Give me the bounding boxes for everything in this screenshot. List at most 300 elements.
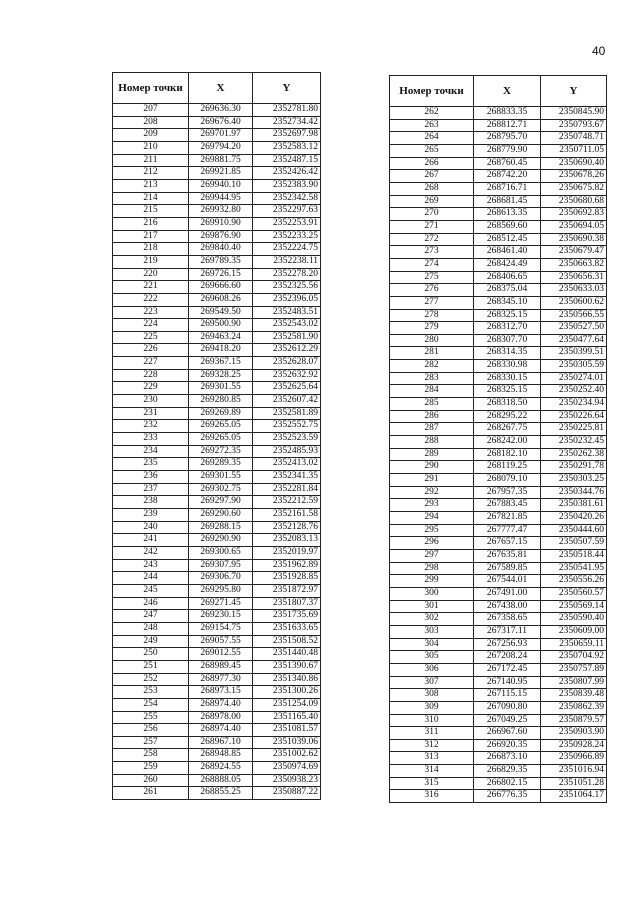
x-coordinate-cell: 269701.97 [189, 129, 253, 142]
x-coordinate-cell: 269840.40 [189, 243, 253, 256]
point-number-cell: 242 [113, 546, 189, 559]
table-row [113, 104, 321, 117]
table-row [113, 129, 321, 142]
x-coordinate-cell: 268812.71 [474, 119, 541, 132]
x-coordinate-cell: 268833.35 [474, 107, 541, 120]
point-number-cell: 266 [390, 157, 474, 170]
table-row [390, 714, 607, 727]
table-row [390, 258, 607, 271]
y-coordinate-cell: 2352487.15 [253, 154, 321, 167]
table-row [113, 559, 321, 572]
table-row [390, 537, 607, 550]
x-coordinate-cell: 269301.55 [189, 471, 253, 484]
point-number-cell: 293 [390, 499, 474, 512]
table-row [390, 296, 607, 309]
point-number-cell: 279 [390, 322, 474, 335]
y-coordinate-cell: 2350793.67 [541, 119, 607, 132]
point-number-cell: 219 [113, 255, 189, 268]
x-coordinate-cell: 269289.35 [189, 458, 253, 471]
y-coordinate-cell: 2350928.24 [541, 739, 607, 752]
y-coordinate-cell: 2351807.37 [253, 597, 321, 610]
x-coordinate-cell: 269290.90 [189, 534, 253, 547]
point-number-cell: 276 [390, 284, 474, 297]
table-row [390, 499, 607, 512]
point-number-cell: 247 [113, 610, 189, 623]
y-coordinate-cell: 2350656.31 [541, 271, 607, 284]
point-number-cell: 228 [113, 369, 189, 382]
x-coordinate-cell: 269418.20 [189, 344, 253, 357]
y-coordinate-cell: 2350477.64 [541, 334, 607, 347]
y-coordinate-cell: 2352341.35 [253, 471, 321, 484]
table-row [390, 334, 607, 347]
table-row [113, 572, 321, 585]
table-row [390, 512, 607, 525]
table-row [113, 382, 321, 395]
table-row [390, 423, 607, 436]
x-coordinate-cell: 267883.45 [474, 499, 541, 512]
table-row [113, 787, 321, 800]
x-coordinate-cell: 267491.00 [474, 587, 541, 600]
point-number-cell: 237 [113, 483, 189, 496]
x-coordinate-cell: 269881.75 [189, 154, 253, 167]
x-coordinate-cell: 269944.95 [189, 192, 253, 205]
point-number-cell: 313 [390, 752, 474, 765]
point-number-cell: 238 [113, 496, 189, 509]
point-number-cell: 312 [390, 739, 474, 752]
table-row [113, 521, 321, 534]
x-coordinate-cell: 267317.11 [474, 625, 541, 638]
x-coordinate-cell: 269272.35 [189, 445, 253, 458]
y-coordinate-cell: 2350633.03 [541, 284, 607, 297]
y-coordinate-cell: 2350966.89 [541, 752, 607, 765]
table-row [390, 195, 607, 208]
y-coordinate-cell: 2352523.59 [253, 433, 321, 446]
y-coordinate-cell: 2352342.58 [253, 192, 321, 205]
table-row [390, 549, 607, 562]
table-row [390, 132, 607, 145]
y-coordinate-cell: 2352485.93 [253, 445, 321, 458]
y-coordinate-cell: 2350680.68 [541, 195, 607, 208]
table-row [113, 116, 321, 129]
table-row [390, 410, 607, 423]
y-coordinate-cell: 2350590.40 [541, 613, 607, 626]
x-coordinate-cell: 269921.85 [189, 167, 253, 180]
table-row [390, 676, 607, 689]
x-coordinate-cell: 269295.80 [189, 584, 253, 597]
table-row [113, 597, 321, 610]
x-coordinate-cell: 269666.60 [189, 281, 253, 294]
x-coordinate-cell: 269012.55 [189, 648, 253, 661]
y-coordinate-cell: 2350556.26 [541, 575, 607, 588]
x-coordinate-cell: 268779.90 [474, 144, 541, 157]
table-row [113, 243, 321, 256]
y-coordinate-cell: 2350262.38 [541, 448, 607, 461]
table-row [113, 711, 321, 724]
table-row [113, 205, 321, 218]
right-table-body [390, 107, 607, 803]
y-coordinate-cell: 2350862.39 [541, 701, 607, 714]
y-coordinate-cell: 2352612.29 [253, 344, 321, 357]
x-coordinate-cell: 268742.20 [474, 170, 541, 183]
point-number-cell: 231 [113, 407, 189, 420]
point-number-cell: 221 [113, 281, 189, 294]
point-number-cell: 306 [390, 663, 474, 676]
y-coordinate-cell: 2352396.05 [253, 293, 321, 306]
point-number-cell: 235 [113, 458, 189, 471]
x-coordinate-cell: 268974.40 [189, 698, 253, 711]
x-coordinate-cell: 267208.24 [474, 651, 541, 664]
table-row [390, 309, 607, 322]
y-coordinate-cell: 2350839.48 [541, 689, 607, 702]
table-row [390, 663, 607, 676]
table-row [113, 331, 321, 344]
x-coordinate-cell: 266776.35 [474, 790, 541, 803]
y-coordinate-cell: 2350879.57 [541, 714, 607, 727]
y-coordinate-cell: 2352297.63 [253, 205, 321, 218]
table-row [390, 689, 607, 702]
y-coordinate-cell: 2350600.62 [541, 296, 607, 309]
x-coordinate-cell: 268307.70 [474, 334, 541, 347]
x-coordinate-cell: 268512.45 [474, 233, 541, 246]
y-coordinate-cell: 2351735.69 [253, 610, 321, 623]
point-number-cell: 285 [390, 398, 474, 411]
point-number-cell: 316 [390, 790, 474, 803]
table-row [390, 613, 607, 626]
table-row [113, 281, 321, 294]
table-row [113, 648, 321, 661]
table-row [113, 167, 321, 180]
y-coordinate-cell: 2352625.64 [253, 382, 321, 395]
point-number-header: Номер точки [113, 73, 189, 104]
table-row [390, 651, 607, 664]
table-header-row [390, 76, 607, 107]
x-coordinate-cell: 269306.70 [189, 572, 253, 585]
y-coordinate-cell: 2350903.90 [541, 727, 607, 740]
x-coordinate-cell: 268325.15 [474, 309, 541, 322]
x-coordinate-cell: 269636.30 [189, 104, 253, 117]
y-coordinate-cell: 2350420.26 [541, 512, 607, 525]
y-coordinate-cell: 2351872.97 [253, 584, 321, 597]
y-coordinate-cell: 2350711.05 [541, 144, 607, 157]
x-coordinate-cell: 268318.50 [474, 398, 541, 411]
point-number-cell: 260 [113, 774, 189, 787]
x-coordinate-cell: 269265.05 [189, 420, 253, 433]
x-coordinate-cell: 267777.47 [474, 524, 541, 537]
point-number-cell: 207 [113, 104, 189, 117]
x-coordinate-cell: 267115.15 [474, 689, 541, 702]
point-number-cell: 300 [390, 587, 474, 600]
table-row [113, 673, 321, 686]
table-row [390, 587, 607, 600]
point-number-cell: 215 [113, 205, 189, 218]
point-number-cell: 273 [390, 246, 474, 259]
y-coordinate-cell: 2351254.09 [253, 698, 321, 711]
x-coordinate-cell: 268330.98 [474, 360, 541, 373]
y-coordinate-cell: 2352253.91 [253, 217, 321, 230]
x-coordinate-cell: 268314.35 [474, 347, 541, 360]
x-coordinate-cell: 269940.10 [189, 179, 253, 192]
point-number-cell: 291 [390, 474, 474, 487]
y-coordinate-cell: 2350225.81 [541, 423, 607, 436]
y-coordinate-cell: 2351039.06 [253, 736, 321, 749]
x-coordinate-cell: 269500.90 [189, 319, 253, 332]
point-number-cell: 296 [390, 537, 474, 550]
point-number-cell: 254 [113, 698, 189, 711]
y-coordinate-cell: 2352238.11 [253, 255, 321, 268]
y-coordinate-cell: 2350303.25 [541, 474, 607, 487]
point-number-cell: 298 [390, 562, 474, 575]
table-row [390, 398, 607, 411]
x-coordinate-cell: 269154.75 [189, 622, 253, 635]
table-row [113, 660, 321, 673]
left-table-body [113, 104, 321, 800]
table-row [113, 749, 321, 762]
point-number-cell: 211 [113, 154, 189, 167]
table-row [113, 395, 321, 408]
x-coordinate-cell: 269910.90 [189, 217, 253, 230]
y-coordinate-cell: 2352697.98 [253, 129, 321, 142]
y-coordinate-cell: 2352281.84 [253, 483, 321, 496]
point-number-cell: 311 [390, 727, 474, 740]
point-number-cell: 271 [390, 220, 474, 233]
x-coordinate-cell: 267172.45 [474, 663, 541, 676]
y-coordinate-cell: 2352581.90 [253, 331, 321, 344]
y-coordinate-cell: 2352581.89 [253, 407, 321, 420]
y-coordinate-cell: 2351340.86 [253, 673, 321, 686]
y-coordinate-cell: 2350527.50 [541, 322, 607, 335]
x-coordinate-cell: 268424.49 [474, 258, 541, 271]
x-coordinate-cell: 269932.80 [189, 205, 253, 218]
point-number-cell: 257 [113, 736, 189, 749]
y-coordinate-cell: 2350659.11 [541, 638, 607, 651]
x-coordinate-cell: 268613.35 [474, 208, 541, 221]
table-row [390, 600, 607, 613]
x-coordinate-cell: 268330.15 [474, 372, 541, 385]
x-header: X [474, 76, 541, 107]
x-coordinate-cell: 266829.35 [474, 765, 541, 778]
point-number-cell: 241 [113, 534, 189, 547]
point-number-cell: 280 [390, 334, 474, 347]
y-coordinate-cell: 2350226.64 [541, 410, 607, 423]
y-coordinate-cell: 2352552.75 [253, 420, 321, 433]
table-row [390, 701, 607, 714]
x-coordinate-cell: 269608.26 [189, 293, 253, 306]
y-coordinate-cell: 2351440.48 [253, 648, 321, 661]
x-coordinate-cell: 269328.25 [189, 369, 253, 382]
x-coordinate-cell: 269301.55 [189, 382, 253, 395]
x-coordinate-cell: 267657.15 [474, 537, 541, 550]
x-coordinate-cell: 268974.40 [189, 724, 253, 737]
y-coordinate-cell: 2351300.26 [253, 686, 321, 699]
y-coordinate-cell: 2350507.59 [541, 537, 607, 550]
x-coordinate-cell: 266967.60 [474, 727, 541, 740]
point-number-header: Номер точки [390, 76, 474, 107]
table-row [113, 293, 321, 306]
y-coordinate-cell: 2351390.67 [253, 660, 321, 673]
x-coordinate-cell: 269789.35 [189, 255, 253, 268]
y-coordinate-cell: 2350291.78 [541, 461, 607, 474]
point-number-cell: 275 [390, 271, 474, 284]
y-coordinate-cell: 2352781.80 [253, 104, 321, 117]
x-coordinate-cell: 267090.80 [474, 701, 541, 714]
y-header: Y [541, 76, 607, 107]
table-row [390, 322, 607, 335]
x-coordinate-cell: 268119.25 [474, 461, 541, 474]
x-coordinate-cell: 268312.70 [474, 322, 541, 335]
x-coordinate-cell: 268973.15 [189, 686, 253, 699]
y-coordinate-cell: 2350675.82 [541, 182, 607, 195]
table-row [390, 448, 607, 461]
y-coordinate-cell: 2350678.26 [541, 170, 607, 183]
point-number-cell: 303 [390, 625, 474, 638]
point-number-cell: 292 [390, 486, 474, 499]
point-number-cell: 217 [113, 230, 189, 243]
y-coordinate-cell: 2350518.44 [541, 549, 607, 562]
x-coordinate-cell: 269280.85 [189, 395, 253, 408]
y-coordinate-cell: 2351016.94 [541, 765, 607, 778]
x-coordinate-cell: 269297.90 [189, 496, 253, 509]
x-coordinate-cell: 268760.45 [474, 157, 541, 170]
x-coordinate-cell: 268716.71 [474, 182, 541, 195]
point-number-cell: 305 [390, 651, 474, 664]
y-coordinate-cell: 2350560.57 [541, 587, 607, 600]
y-coordinate-cell: 2350748.71 [541, 132, 607, 145]
point-number-cell: 307 [390, 676, 474, 689]
x-coordinate-cell: 269265.05 [189, 433, 253, 446]
x-coordinate-cell: 267635.81 [474, 549, 541, 562]
table-row [390, 727, 607, 740]
table-row [113, 319, 321, 332]
table-row [113, 471, 321, 484]
point-number-cell: 308 [390, 689, 474, 702]
x-coordinate-cell: 267438.00 [474, 600, 541, 613]
x-coordinate-cell: 268977.30 [189, 673, 253, 686]
x-coordinate-cell: 268461.40 [474, 246, 541, 259]
y-coordinate-cell: 2352212.59 [253, 496, 321, 509]
x-coordinate-cell: 268888.05 [189, 774, 253, 787]
x-coordinate-cell: 269463.24 [189, 331, 253, 344]
point-number-cell: 213 [113, 179, 189, 192]
table-row [113, 306, 321, 319]
x-coordinate-cell: 268345.10 [474, 296, 541, 309]
x-coordinate-cell: 268967.10 [189, 736, 253, 749]
y-coordinate-cell: 2352426.42 [253, 167, 321, 180]
x-coordinate-cell: 267544.01 [474, 575, 541, 588]
point-number-cell: 245 [113, 584, 189, 597]
point-number-cell: 262 [390, 107, 474, 120]
x-coordinate-cell: 269269.89 [189, 407, 253, 420]
x-coordinate-cell: 269057.55 [189, 635, 253, 648]
y-coordinate-cell: 2352734.42 [253, 116, 321, 129]
y-coordinate-cell: 2350274.01 [541, 372, 607, 385]
point-number-cell: 284 [390, 385, 474, 398]
point-number-cell: 274 [390, 258, 474, 271]
y-coordinate-cell: 2350381.61 [541, 499, 607, 512]
y-coordinate-cell: 2352128.76 [253, 521, 321, 534]
table-row [390, 474, 607, 487]
y-coordinate-cell: 2350692.83 [541, 208, 607, 221]
x-coordinate-cell: 267256.93 [474, 638, 541, 651]
y-coordinate-cell: 2351064.17 [541, 790, 607, 803]
table-row [113, 179, 321, 192]
x-coordinate-cell: 269230.15 [189, 610, 253, 623]
point-number-cell: 268 [390, 182, 474, 195]
table-row [390, 119, 607, 132]
y-coordinate-cell: 2352632.92 [253, 369, 321, 382]
y-coordinate-cell: 2351081.57 [253, 724, 321, 737]
table-row [113, 698, 321, 711]
x-coordinate-cell: 266873.10 [474, 752, 541, 765]
y-coordinate-cell: 2351165.40 [253, 711, 321, 724]
x-coordinate-cell: 267821.85 [474, 512, 541, 525]
point-number-cell: 229 [113, 382, 189, 395]
table-row [390, 246, 607, 259]
table-row [390, 777, 607, 790]
point-number-cell: 209 [113, 129, 189, 142]
y-coordinate-cell: 2352628.07 [253, 357, 321, 370]
x-coordinate-cell: 269367.15 [189, 357, 253, 370]
point-number-cell: 216 [113, 217, 189, 230]
x-coordinate-cell: 269300.65 [189, 546, 253, 559]
point-number-cell: 226 [113, 344, 189, 357]
table-row [113, 192, 321, 205]
y-coordinate-cell: 2351928.85 [253, 572, 321, 585]
x-coordinate-cell: 269288.15 [189, 521, 253, 534]
table-row [390, 360, 607, 373]
point-number-cell: 243 [113, 559, 189, 572]
y-coordinate-cell: 2352224.75 [253, 243, 321, 256]
point-number-cell: 281 [390, 347, 474, 360]
x-coordinate-cell: 268267.75 [474, 423, 541, 436]
table-row [390, 765, 607, 778]
y-coordinate-cell: 2352161.58 [253, 509, 321, 522]
table-row [390, 752, 607, 765]
y-coordinate-cell: 2352233.25 [253, 230, 321, 243]
table-row [113, 686, 321, 699]
y-coordinate-cell: 2350845.90 [541, 107, 607, 120]
point-number-cell: 252 [113, 673, 189, 686]
point-number-cell: 233 [113, 433, 189, 446]
x-coordinate-cell: 267358.65 [474, 613, 541, 626]
table-row [390, 385, 607, 398]
x-coordinate-cell: 269290.60 [189, 509, 253, 522]
x-coordinate-cell: 268406.65 [474, 271, 541, 284]
table-row [390, 347, 607, 360]
y-coordinate-cell: 2350663.82 [541, 258, 607, 271]
table-row [113, 483, 321, 496]
left-coordinates-table [112, 72, 321, 800]
point-number-cell: 220 [113, 268, 189, 281]
point-number-cell: 230 [113, 395, 189, 408]
point-number-cell: 282 [390, 360, 474, 373]
point-number-cell: 222 [113, 293, 189, 306]
x-coordinate-cell: 267049.25 [474, 714, 541, 727]
x-coordinate-cell: 269876.90 [189, 230, 253, 243]
table-row [390, 284, 607, 297]
point-number-cell: 314 [390, 765, 474, 778]
point-number-cell: 261 [113, 787, 189, 800]
y-coordinate-cell: 2351508.52 [253, 635, 321, 648]
y-coordinate-cell: 2350444.60 [541, 524, 607, 537]
table-row [113, 622, 321, 635]
x-coordinate-cell: 269726.15 [189, 268, 253, 281]
point-number-cell: 309 [390, 701, 474, 714]
point-number-cell: 263 [390, 119, 474, 132]
x-coordinate-cell: 268079.10 [474, 474, 541, 487]
table-row [390, 575, 607, 588]
point-number-cell: 286 [390, 410, 474, 423]
table-row [390, 486, 607, 499]
